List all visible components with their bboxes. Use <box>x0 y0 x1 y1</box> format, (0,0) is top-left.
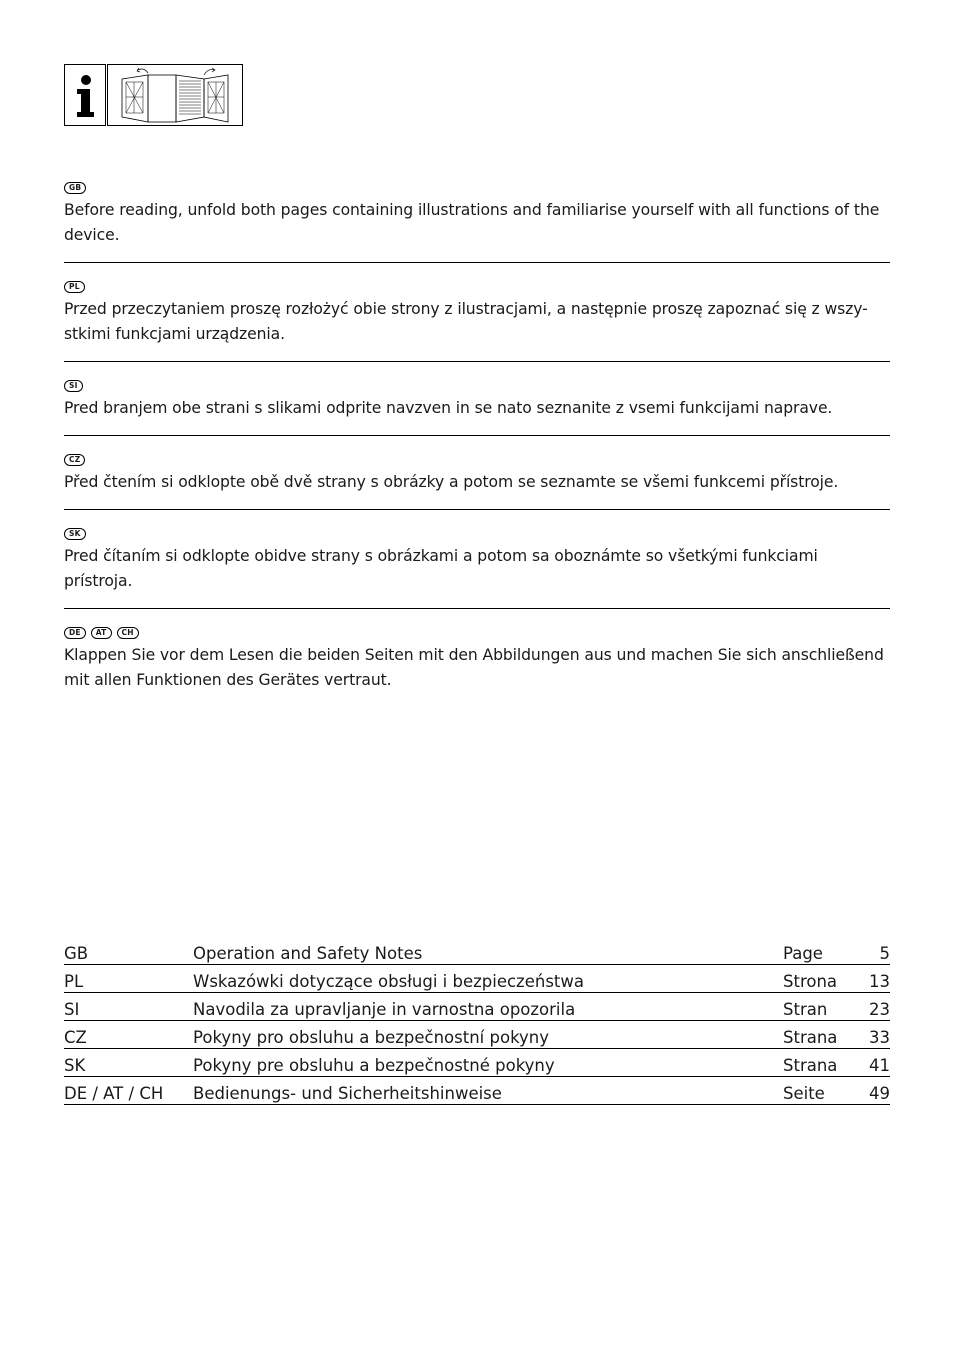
toc-code: CZ <box>64 1021 193 1049</box>
section-text: Před čtením si odklopte obě dvě strany s obrázky a potom se seznamte se všemi funkcemi přístroje. <box>64 473 839 491</box>
country-badge: SI <box>64 380 83 392</box>
language-badges <box>64 623 890 643</box>
section-si <box>64 376 890 436</box>
toc-page-word: Strana <box>783 1021 849 1049</box>
toc-label: Navodila za upravljanje in varnostna opozorila <box>193 993 783 1021</box>
toc-page-number: 23 <box>849 993 890 1021</box>
country-badge: AT <box>91 627 112 639</box>
country-badge: PL <box>64 281 85 293</box>
section-gb <box>64 178 890 263</box>
country-badge: CZ <box>64 454 85 466</box>
toc-row[interactable] <box>64 1049 890 1077</box>
country-badge: GB <box>64 182 86 194</box>
language-badges <box>64 524 890 544</box>
toc-page-number: 5 <box>849 937 890 965</box>
toc-page-word: Page <box>783 937 849 965</box>
language-badges <box>64 277 890 297</box>
toc-page-word: Strana <box>783 1049 849 1077</box>
country-badge: DE <box>64 627 86 639</box>
toc-row[interactable] <box>64 1077 890 1105</box>
section-de-at-ch <box>64 623 890 707</box>
toc-page-number: 33 <box>849 1021 890 1049</box>
toc-row[interactable] <box>64 965 890 993</box>
toc-label: Wskazówki dotyczące obsługi i bezpieczeństwa <box>193 965 783 993</box>
toc-label: Pokyny pre obsluhu a bezpečnostné pokyny <box>193 1049 783 1077</box>
section-sk <box>64 524 890 609</box>
country-badge: CH <box>117 627 139 639</box>
section-text: Before reading, unfold both pages containing illustrations and familiarise yourself with all functions of the device. <box>64 201 880 244</box>
toc-code: GB <box>64 937 193 965</box>
info-icon <box>64 64 106 126</box>
language-sections <box>64 178 890 721</box>
toc-page-number: 13 <box>849 965 890 993</box>
language-badges <box>64 450 890 470</box>
section-pl <box>64 277 890 362</box>
toc-row[interactable] <box>64 1021 890 1049</box>
section-text: Pred čítaním si odklopte obidve strany s obrázkami a potom sa oboznámte so všetkými funkciami prístroja. <box>64 547 818 590</box>
language-badges <box>64 376 890 396</box>
toc-code: DE / AT / CH <box>64 1077 193 1105</box>
country-badge: SK <box>64 528 86 540</box>
unfold-pages-icon <box>107 64 243 126</box>
toc-label: Operation and Safety Notes <box>193 937 783 965</box>
section-cz <box>64 450 890 510</box>
section-text: Przed przeczytaniem proszę rozłożyć obie strony z ilustracjami, a następnie proszę zapoznać się z wszy-stkimi funkcjami urządzenia. <box>64 300 868 343</box>
toc-page-word: Strona <box>783 965 849 993</box>
toc-code: PL <box>64 965 193 993</box>
table-of-contents <box>64 937 890 1105</box>
toc-label: Bedienungs- und Sicherheitshinweise <box>193 1077 783 1105</box>
toc-row[interactable] <box>64 993 890 1021</box>
section-text: Klappen Sie vor dem Lesen die beiden Seiten mit den Abbildungen aus und machen Sie sich anschließend mit allen Funktionen des Gerätes vertraut. <box>64 646 884 689</box>
toc-page-word: Seite <box>783 1077 849 1105</box>
section-text: Pred branjem obe strani s slikami odprite navzven in se nato seznanite z vsemi funkcijami naprave. <box>64 399 833 417</box>
toc-page-number: 49 <box>849 1077 890 1105</box>
toc-page-word: Stran <box>783 993 849 1021</box>
language-badges <box>64 178 890 198</box>
toc-code: SI <box>64 993 193 1021</box>
toc-code: SK <box>64 1049 193 1077</box>
toc-label: Pokyny pro obsluhu a bezpečnostní pokyny <box>193 1021 783 1049</box>
toc-row[interactable] <box>64 937 890 965</box>
toc-page-number: 41 <box>849 1049 890 1077</box>
